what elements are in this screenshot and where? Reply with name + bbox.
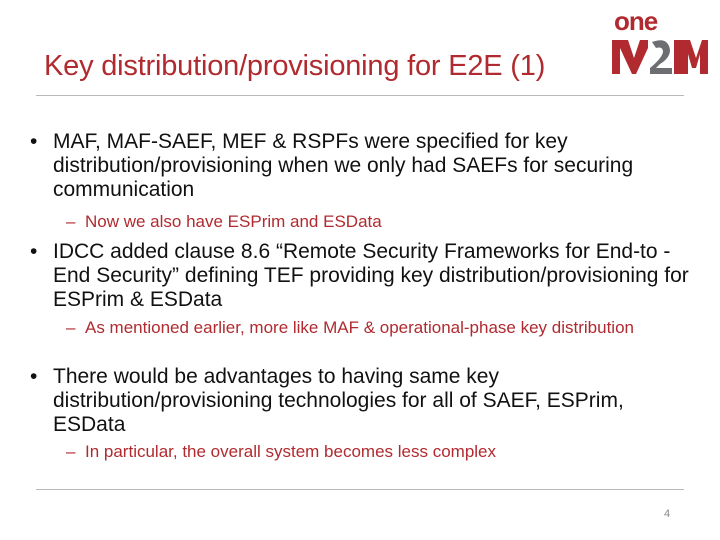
sub-bullet-marker: – [66, 212, 76, 231]
bullet-marker: • [30, 365, 38, 388]
sub-bullet-text: As mentioned earlier, more like MAF & operational-phase key distribution [85, 318, 634, 337]
sub-bullet-2-1 [66, 318, 686, 338]
bullet-1 [30, 130, 700, 202]
sub-bullet-marker: – [66, 318, 76, 337]
title-divider [36, 95, 684, 96]
page-number: 4 [664, 508, 671, 520]
footer-divider [36, 489, 684, 490]
onem2m-logo [608, 6, 714, 86]
logo-m2m-graphic [608, 34, 708, 78]
bullet-marker: • [30, 130, 38, 153]
sub-bullet-text: Now we also have ESPrim and ESData [85, 212, 382, 231]
logo-one-text: one [614, 6, 658, 36]
bullet-text: IDCC added clause 8.6 “Remote Security Frameworks for End-to -End Security” defining TEF providing key distribution/provisioning for ESPrim & ESData [53, 240, 689, 311]
bullet-marker: • [30, 240, 38, 263]
sub-bullet-3-1 [66, 442, 686, 462]
sub-bullet-marker: – [66, 442, 76, 461]
sub-bullet-1-1 [66, 212, 686, 232]
slide-title: Key distribution/provisioning for E2E (1) [44, 50, 546, 82]
sub-bullet-text: In particular, the overall system becomes less complex [85, 442, 497, 461]
bullet-2 [30, 240, 700, 312]
bullet-3 [30, 365, 700, 437]
bullet-text: MAF, MAF-SAEF, MEF & RSPFs were specified for key distribution/provisioning when we only had SAEFs for securing communication [53, 130, 634, 201]
bullet-text: There would be advantages to having same key distribution/provisioning technologies for all of SAEF, ESPrim, ESData [53, 365, 624, 436]
